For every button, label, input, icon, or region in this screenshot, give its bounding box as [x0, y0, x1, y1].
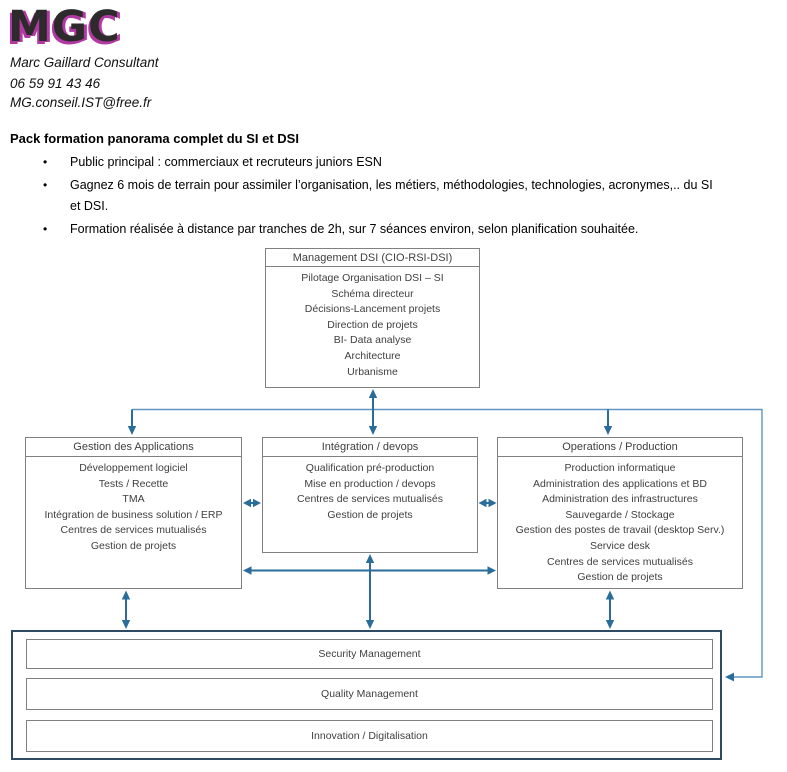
list-item: Gestion de projets — [90, 539, 177, 552]
list-item: Architecture — [344, 349, 401, 362]
integration-devops-title: Intégration / devops — [263, 438, 477, 457]
arrowhead-down — [604, 426, 612, 435]
list-item: Administration des infrastructures — [542, 493, 698, 506]
arrowhead-right — [489, 499, 497, 507]
security-management-box: Security Management — [26, 639, 713, 669]
management-dsi-title: Management DSI (CIO-RSI-DSI) — [266, 249, 479, 267]
operations-production-box — [497, 437, 743, 589]
arrow-applications-band — [122, 591, 130, 630]
list-item: Centres de services mutualisés — [297, 493, 443, 506]
arrowhead-left-into-band — [725, 673, 734, 682]
list-item: Gestion des postes de travail (desktop Serv.) — [515, 524, 725, 537]
arrow-integration-operations — [479, 499, 497, 507]
pack-title: Pack formation panorama complet du SI et DSI — [10, 131, 299, 146]
list-item: Tests / Recette — [98, 477, 169, 490]
mgc-logo: MGC — [8, 2, 121, 52]
list-item: Service desk — [589, 539, 651, 552]
bullet-item — [43, 152, 743, 173]
arrowhead-up — [122, 591, 130, 600]
management-dsi-box — [265, 248, 480, 388]
list-item: Qualification pré-production — [305, 462, 435, 474]
integration-devops-items — [263, 457, 477, 523]
arrowhead-down — [606, 620, 614, 629]
list-item: Direction de projets — [327, 318, 418, 331]
arrowhead-down — [366, 620, 374, 629]
list-item: BI- Data analyse — [333, 334, 412, 347]
operations-production-title: Operations / Production — [498, 438, 742, 457]
arrowhead-left — [243, 499, 251, 507]
operations-production-items — [498, 457, 742, 586]
list-item: Production informatique — [564, 462, 676, 474]
list-item: Décisions-Lancement projets — [304, 303, 441, 316]
innovation-digitalisation-box: Innovation / Digitalisation — [26, 720, 713, 752]
arrow-bus-operations — [604, 410, 612, 436]
bullet-item — [43, 175, 743, 217]
management-dsi-items — [266, 267, 479, 380]
arrowhead-up — [369, 389, 377, 398]
bullet-dot: • — [43, 155, 48, 169]
arrow-operations-band — [606, 591, 614, 630]
bullet-list — [43, 152, 743, 242]
applications-title: Gestion des Applications — [26, 438, 241, 457]
integration-devops-box — [262, 437, 478, 553]
arrowhead-down — [128, 426, 136, 435]
arrowhead-left — [479, 499, 487, 507]
list-item: Développement logiciel — [79, 462, 188, 474]
arrowhead-right — [253, 499, 261, 507]
arrow-management-integration — [369, 389, 377, 435]
arrowhead-up — [366, 554, 374, 563]
applications-box — [25, 437, 242, 589]
arrowhead-left — [243, 566, 252, 574]
list-item: Administration des applications et BD — [533, 477, 707, 490]
bullet-item — [43, 219, 743, 240]
arrow-applications-operations — [243, 566, 496, 574]
list-item: Centres de services mutualisés — [547, 555, 693, 568]
arrow-integration-band — [366, 554, 374, 629]
list-item: Centres de services mutualisés — [60, 524, 207, 537]
arrow-applications-integration — [243, 499, 261, 507]
bullet-dot: • — [43, 222, 48, 236]
list-item: Pilotage Organisation DSI – SI — [301, 272, 444, 284]
quality-management-box: Quality Management — [26, 678, 713, 710]
consultant-name: Marc Gaillard Consultant — [10, 55, 159, 70]
bullet-text: Formation réalisée à distance par tranches de 2h, sur 7 séances environ, selon planification souhaitée. — [70, 222, 639, 236]
bullet-text: Gagnez 6 mois de terrain pour assimiler l’organisation, les métiers, méthodologies, technologies, acronymes,.. du SI et DSI. — [70, 178, 713, 213]
transverse-outer-box — [11, 630, 722, 760]
applications-items — [26, 457, 241, 555]
arrowhead-down — [122, 620, 130, 629]
arrow-bus-applications — [128, 410, 136, 436]
list-item: Sauvegarde / Stockage — [565, 508, 675, 521]
list-item: Intégration de business solution / ERP — [44, 508, 223, 521]
bullet-dot: • — [43, 178, 48, 192]
list-item: Gestion de projets — [577, 571, 663, 584]
arrowhead-right — [488, 566, 497, 574]
arrowhead-down — [369, 426, 377, 435]
list-item: Gestion de projets — [327, 508, 413, 521]
email-address: MG.conseil.IST@free.fr — [10, 95, 152, 110]
list-item: Mise en production / devops — [304, 477, 436, 490]
phone-number: 06 59 91 43 46 — [10, 76, 101, 91]
bullet-text: Public principal : commerciaux et recruteurs juniors ESN — [70, 155, 382, 169]
arrowhead-up — [606, 591, 614, 600]
list-item: TMA — [122, 493, 145, 506]
list-item: Urbanisme — [347, 365, 398, 378]
list-item: Schéma directeur — [331, 287, 414, 300]
